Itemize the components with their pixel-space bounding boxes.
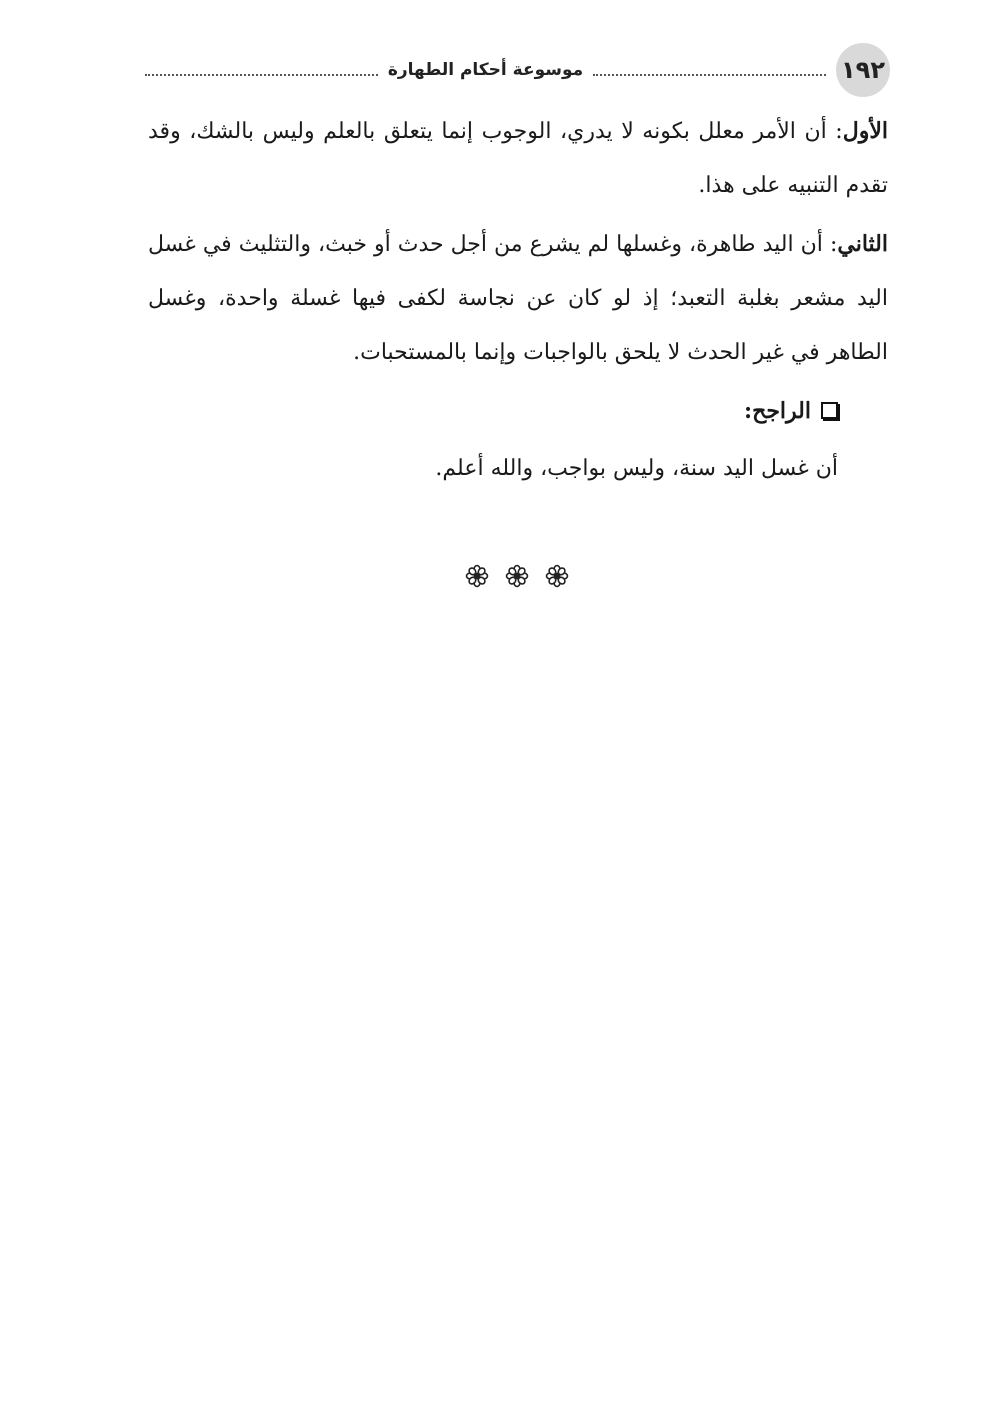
page-header: [145, 42, 890, 98]
section-separator: [465, 560, 569, 592]
paragraph-label: الأول: [842, 118, 888, 144]
checkbox-icon: [821, 402, 838, 419]
section-heading: [148, 384, 888, 438]
page-number: ١٩٢: [836, 43, 890, 97]
running-title: موسوعة أحكام الطهارة: [387, 60, 584, 80]
paragraph-label: الثاني: [837, 231, 888, 257]
paragraph-text: : أن الأمر معلل بكونه لا يدري، الوجوب إنما يتعلق بالعلم وليس بالشك، وقد تقدم التنبيه على هذا.: [148, 119, 888, 198]
page-body: [148, 104, 888, 496]
paragraph-text: : أن اليد طاهرة، وغسلها لم يشرع من أجل حدث أو خبث، والتثليث في غسل اليد مشعر بغلبة التعبد؛ إذ لو كان عن نجاسة لكفى فيها غسلة واحدة، وغسل الطاهر في غير الحدث لا يلحق بالواجبات وإنما بالمستحبات.: [148, 232, 888, 365]
heading-label: الراجح:: [744, 398, 811, 424]
paragraph-second: [148, 217, 888, 380]
dotted-leader-right: [593, 74, 826, 76]
flower-icon: [545, 564, 569, 588]
dotted-leader-left: [145, 74, 378, 76]
paragraph-first: [148, 104, 888, 213]
flower-icon: [465, 564, 489, 588]
verdict-text: أن غسل اليد سنة، وليس بواجب، والله أعلم.: [435, 456, 838, 481]
flower-icon: [505, 564, 529, 588]
